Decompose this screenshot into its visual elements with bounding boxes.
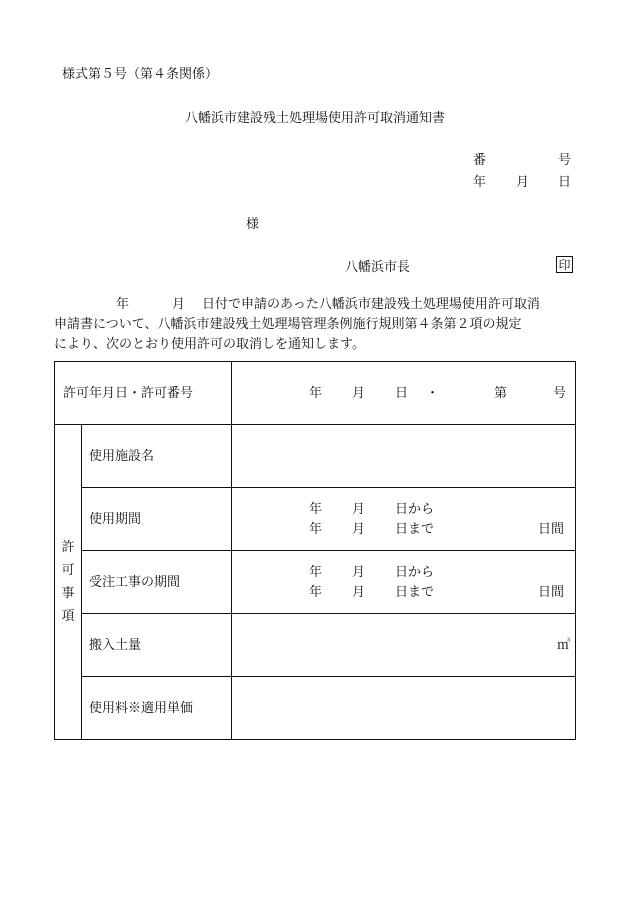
date-day-label: 日 bbox=[558, 175, 572, 190]
body-line-3: により、次のとおり使用許可の取消しを通知します。 bbox=[54, 337, 365, 352]
work-days: 日間 bbox=[538, 585, 565, 600]
issuer-mayor: 八幡浜市長 bbox=[345, 260, 411, 275]
usage-to-month: 月 bbox=[352, 522, 366, 537]
permit-items-char: 可 bbox=[61, 563, 75, 578]
usage-from-day: 日から bbox=[395, 502, 435, 517]
body-month: 月 bbox=[172, 297, 186, 312]
work-to-day: 日まで bbox=[395, 585, 435, 600]
usage-period-label: 使用期間 bbox=[89, 512, 142, 527]
column-divider bbox=[81, 424, 82, 739]
permit-day: 日 bbox=[395, 386, 409, 401]
row-divider bbox=[81, 676, 575, 677]
permit-year: 年 bbox=[309, 386, 323, 401]
work-from-day: 日から bbox=[395, 565, 435, 580]
permit-table bbox=[54, 361, 576, 740]
notice-body bbox=[54, 295, 579, 355]
permit-items-char: 許 bbox=[61, 540, 75, 555]
row-divider bbox=[81, 550, 575, 551]
row-divider bbox=[55, 424, 575, 425]
usage-to-day: 日まで bbox=[395, 522, 435, 537]
permit-items-char: 事 bbox=[61, 586, 75, 601]
cubic-meter-unit: ㎥ bbox=[557, 638, 571, 653]
date-month-label: 月 bbox=[516, 175, 530, 190]
body-year: 年 bbox=[116, 297, 130, 312]
usage-fee-label: 使用料※適用単価 bbox=[89, 701, 194, 716]
body-line-1 bbox=[54, 295, 579, 315]
work-from-year: 年 bbox=[309, 565, 323, 580]
permit-month: 月 bbox=[352, 386, 366, 401]
body-line-1-rest: 日付で申請のあった八幡浜市建設残土処理場使用許可取消 bbox=[202, 297, 540, 312]
work-from-month: 月 bbox=[352, 565, 366, 580]
permit-separator: ・ bbox=[426, 386, 440, 401]
work-to-month: 月 bbox=[352, 585, 366, 600]
usage-to-year: 年 bbox=[309, 522, 323, 537]
date-year-label: 年 bbox=[473, 175, 487, 190]
row-divider bbox=[81, 487, 575, 488]
document-title: 八幡浜市建設残土処理場使用許可取消通知書 bbox=[184, 111, 445, 126]
form-number: 様式第５号（第４条関係） bbox=[62, 67, 219, 82]
body-line-2: 申請書について、八幡浜市建設残土処理場管理条例施行規則第４条第２項の規定 bbox=[54, 317, 522, 332]
addressee-honorific: 様 bbox=[246, 217, 260, 232]
facility-name-label: 使用施設名 bbox=[89, 449, 155, 464]
permit-date-number-label: 許可年月日・許可番号 bbox=[63, 386, 194, 401]
number-suffix: 号 bbox=[558, 153, 572, 168]
usage-days: 日間 bbox=[538, 522, 565, 537]
row-divider bbox=[81, 613, 575, 614]
seal-stamp: 印 bbox=[556, 256, 573, 273]
usage-from-year: 年 bbox=[309, 502, 323, 517]
work-to-year: 年 bbox=[309, 585, 323, 600]
number-label: 番 bbox=[473, 153, 487, 168]
column-divider bbox=[231, 362, 232, 739]
usage-from-month: 月 bbox=[352, 502, 366, 517]
permit-number-suffix: 号 bbox=[553, 386, 567, 401]
permit-number-prefix: 第 bbox=[494, 386, 508, 401]
permit-items-char: 項 bbox=[61, 609, 75, 624]
soil-volume-label: 搬入土量 bbox=[89, 638, 142, 653]
work-period-label: 受注工事の期間 bbox=[89, 575, 181, 590]
permit-items-label bbox=[55, 424, 81, 740]
